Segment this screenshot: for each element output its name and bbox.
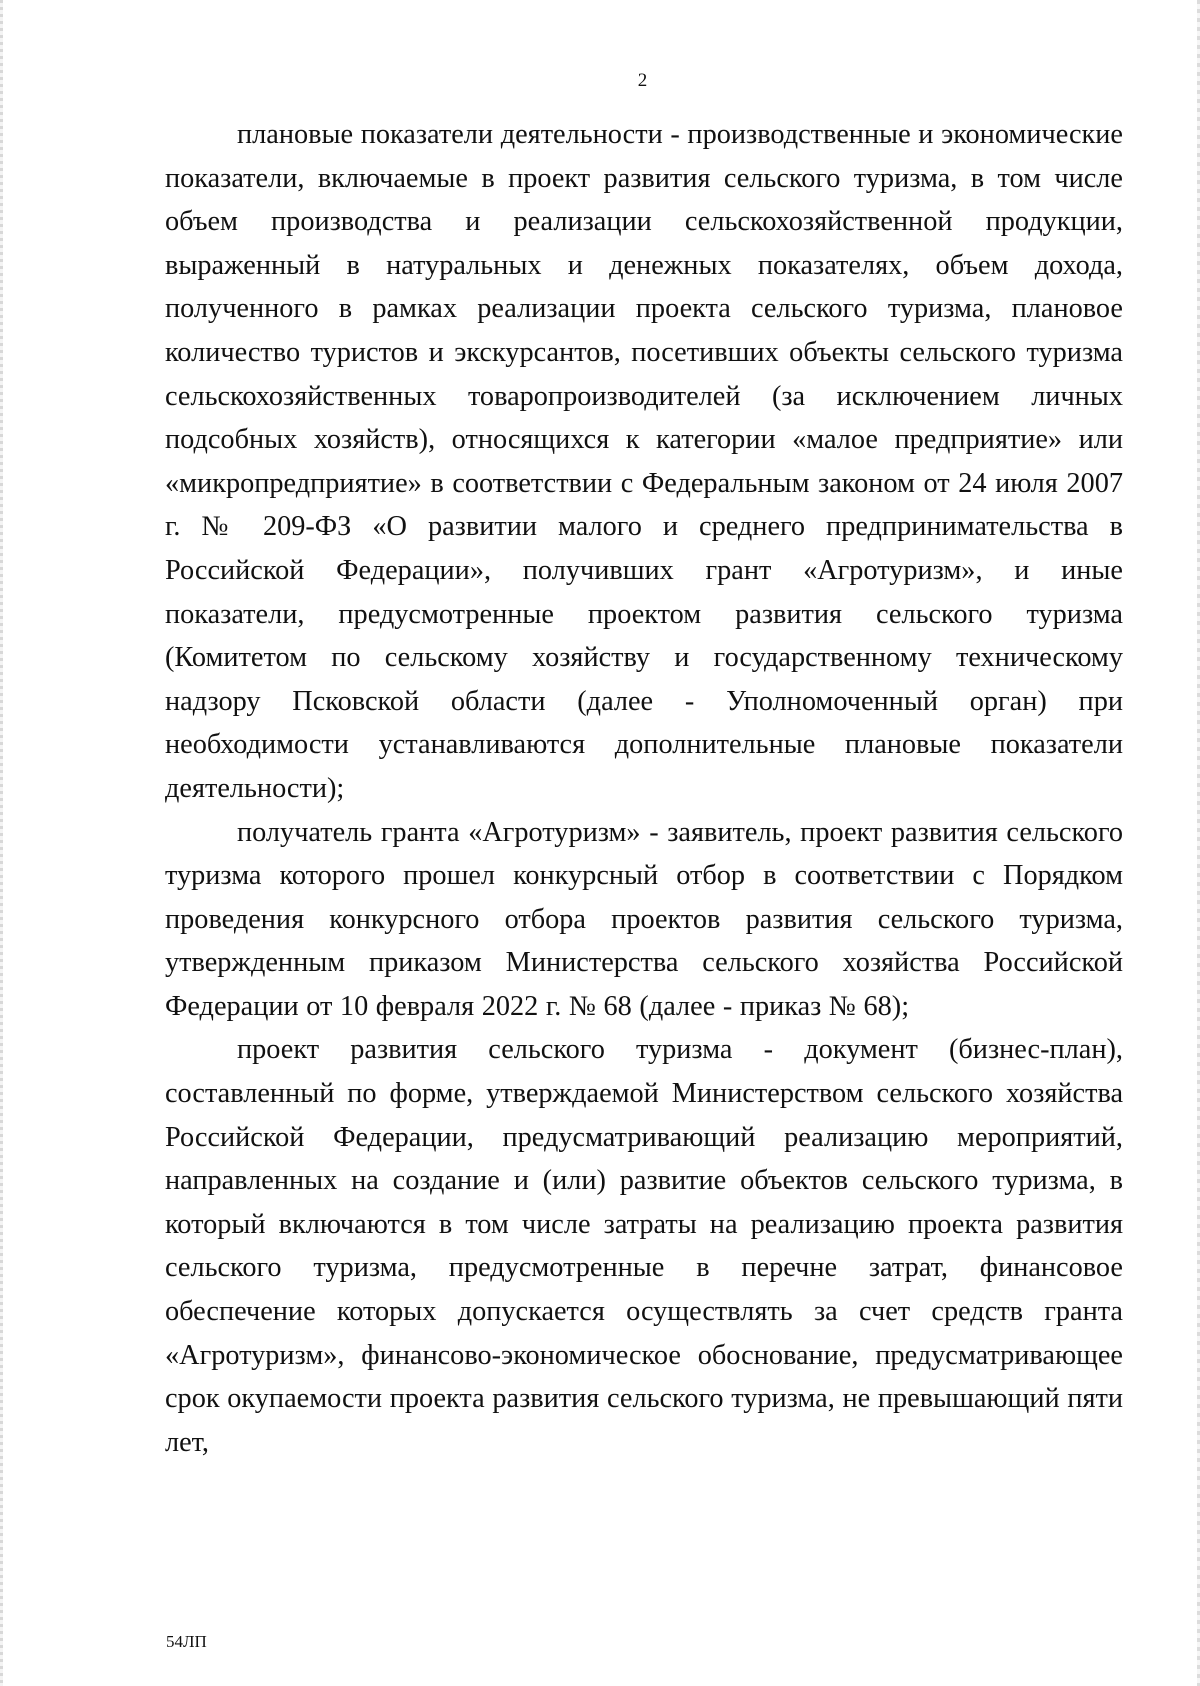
paragraph-grant-recipient: получатель гранта «Агротуризм» - заявитель, проект развития сельского туризма которого прошел конкурсный отбор в соответствии с Порядком проведения конкурсного отбора проектов развития сельского туризма, утвержденным приказом Министерства сельского хозяйства Российской Федерации от 10 февраля 2022 г. № 68 (далее - приказ № 68); xyxy=(165,816,1123,1022)
footer-document-code: 54ЛП xyxy=(166,1632,207,1651)
page-number: 2 xyxy=(637,70,648,91)
scan-edge-left xyxy=(0,0,3,1686)
paragraph-tourism-project: проект развития сельского туризма - документ (бизнес-план), составленный по форме, утверждаемой Министерством сельского хозяйства Российской Федерации, предусматривающий реализацию мероприятий, направленных на создание и (или) развитие объектов сельского туризма, в который включаются в том числе затраты на реализацию проекта развития сельского туризма, предусмотренные в перечне затрат, финансовое обеспечение которых допускается осуществлять за счет средств гранта «Агротуризм», финансово-экономическое обоснование, предусматривающее срок окупаемости проекта развития сельского туризма, не превышающий пяти лет, xyxy=(165,1034,1123,1458)
document-body xyxy=(165,113,1123,1464)
paragraph-planned-indicators: плановые показатели деятельности - производственные и экономические показатели, включаемые в проект развития сельского туризма, в том числе объем производства и реализации сельскохозяйственной продукции, выраженный в натуральных и денежных показателях, объем дохода, полученного в рамках реализации проекта сельского туризма, плановое количество туристов и экскурсантов, посетивших объекты сельского туризма сельскохозяйственных товаропроизводителей (за исключением личных подсобных хозяйств), относящихся к категории «малое предприятие» или «микропредприятие» в соответствии с Федеральным законом от 24 июля 2007 г. № 209-ФЗ «О развитии малого и среднего предпринимательства в Российской Федерации», получивших грант «Агротуризм», и иные показатели, предусмотренные проектом развития сельского туризма (Комитетом по сельскому хозяйству и государственному техническому надзору Псковской области (далее - Уполномоченный орган) при необходимости устанавливаются дополнительные плановые показатели деятельности); xyxy=(165,119,1123,804)
